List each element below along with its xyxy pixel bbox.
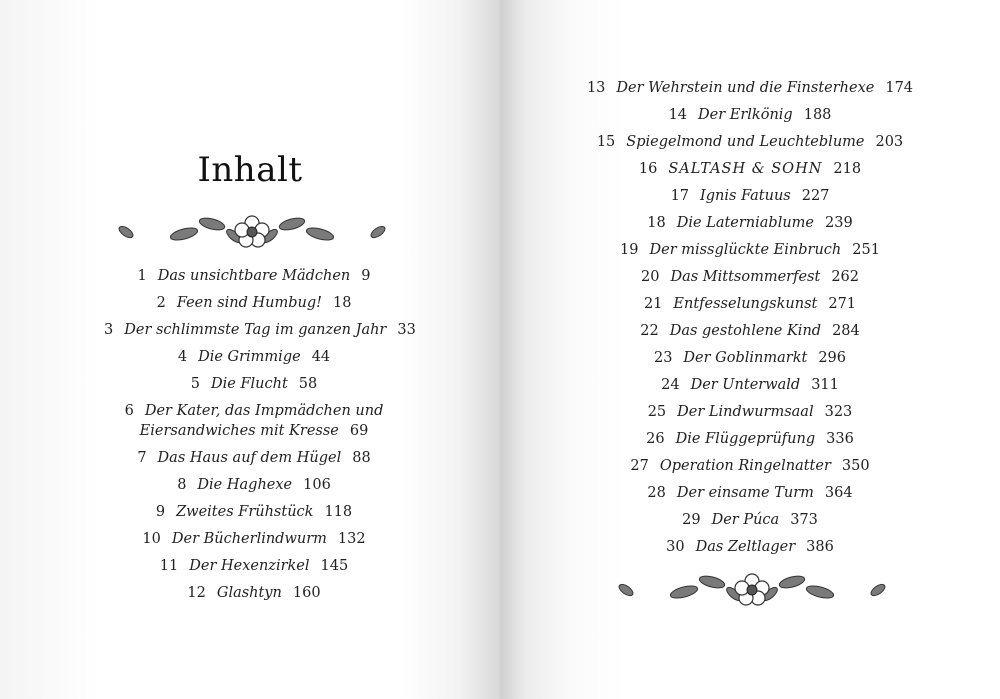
chapter-title: Der Bücherlindwurm [171, 531, 327, 547]
page-number: 9 [361, 268, 371, 284]
toc-list-right [575, 78, 925, 564]
page-number: 174 [885, 80, 914, 96]
toc-entry[interactable] [575, 105, 925, 132]
chapter-number: 16 [638, 161, 658, 177]
chapter-title-continued: Eiersandwiches mit Kresse [139, 423, 339, 439]
chapter-title: Der Lindwurmsaal [677, 404, 814, 420]
chapter-title: Das Mittsommerfest [670, 269, 821, 285]
page-number: 323 [824, 404, 853, 420]
page-number: 188 [803, 107, 832, 123]
toc-entry[interactable] [104, 448, 404, 475]
page-number: 262 [831, 269, 859, 285]
toc-entry[interactable] [575, 240, 925, 267]
chapter-number: 28 [647, 485, 666, 501]
flower-leaf-ornament-icon [612, 570, 892, 606]
chapter-number: 26 [646, 431, 665, 447]
page-number: 118 [324, 504, 353, 520]
chapter-title: Das Haus auf dem Hügel [157, 450, 342, 466]
page-number: 239 [825, 215, 853, 231]
page-number: 218 [833, 161, 862, 177]
chapter-number: 5 [190, 376, 200, 392]
chapter-title: Die Grimmige [198, 349, 301, 365]
toc-entry[interactable] [104, 556, 404, 583]
chapter-title: Glashtyn [216, 585, 282, 601]
page-number: 106 [303, 477, 331, 493]
chapter-number: 4 [177, 349, 188, 365]
toc-entry[interactable] [575, 267, 925, 294]
page-number: 33 [397, 322, 416, 338]
chapter-number: 3 [104, 322, 114, 338]
toc-entry[interactable] [575, 213, 925, 240]
chapter-title: Spiegelmond und Leuchteblume [626, 134, 865, 150]
chapter-title: Entfesselungskunst [673, 296, 818, 312]
page-number: 251 [852, 242, 880, 258]
page-number: 373 [790, 512, 818, 528]
toc-entry[interactable] [104, 401, 404, 448]
chapter-number: 18 [647, 215, 666, 231]
chapter-number: 8 [177, 477, 187, 493]
toc-entry[interactable] [104, 266, 404, 293]
page-number: 227 [801, 188, 830, 204]
chapter-number: 29 [682, 512, 701, 528]
page-number: 350 [841, 458, 870, 474]
chapter-title: Zweites Frühstück [176, 504, 314, 520]
page-number: 336 [826, 431, 854, 447]
toc-entry[interactable] [575, 321, 925, 348]
toc-entry[interactable] [575, 78, 925, 105]
chapter-title: Die Flüggeprüfung [675, 431, 816, 447]
toc-entry[interactable] [575, 132, 925, 159]
toc-entry[interactable] [575, 429, 925, 456]
chapter-title: Operation Ringelnatter [659, 458, 831, 474]
chapter-title: Das Zeltlager [695, 539, 796, 555]
chapter-number: 19 [620, 242, 639, 258]
chapter-number: 17 [670, 188, 690, 204]
toc-entry[interactable] [575, 537, 925, 564]
chapter-title: Der Hexenzirkel [189, 558, 310, 574]
chapter-title: Der Wehrstein und die Finsterhexe [616, 80, 875, 96]
toc-entry[interactable] [104, 347, 404, 374]
toc-entry[interactable] [104, 374, 404, 401]
chapter-number: 15 [596, 134, 616, 150]
page-number: 296 [818, 350, 847, 366]
toc-entry[interactable] [575, 159, 925, 186]
chapter-number: 10 [142, 531, 161, 547]
flower-leaf-ornament-icon [112, 212, 392, 248]
chapter-number: 24 [661, 377, 680, 393]
page-number: 364 [824, 485, 853, 501]
chapter-title: Der Kater, das Impmädchen und [144, 403, 384, 419]
chapter-title: SALTASH & SOHN [668, 161, 823, 177]
chapter-number: 6 [124, 403, 134, 419]
chapter-number: 27 [630, 458, 649, 474]
chapter-title: Der Erlkönig [698, 107, 793, 123]
toc-entry[interactable] [575, 186, 925, 213]
chapter-title: Ignis Fatuus [700, 188, 791, 204]
page-number: 44 [311, 349, 331, 365]
chapter-number: 21 [643, 296, 663, 312]
chapter-title: Das gestohlene Kind [669, 323, 822, 339]
toc-entry[interactable] [575, 375, 925, 402]
page-number: 271 [828, 296, 857, 312]
toc-list-left [104, 266, 416, 610]
chapter-number: 14 [668, 107, 688, 123]
chapter-title: Der schlimmste Tag im ganzen Jahr [124, 322, 387, 338]
toc-entry[interactable] [575, 483, 925, 510]
chapter-number: 9 [155, 504, 166, 520]
chapter-number: 12 [187, 585, 206, 601]
toc-entry[interactable] [104, 293, 404, 320]
page-number: 386 [806, 539, 834, 555]
page-number: 145 [320, 558, 349, 574]
page-number: 284 [832, 323, 860, 339]
toc-entry[interactable] [104, 583, 404, 610]
page-number: 203 [875, 134, 904, 150]
toc-entry[interactable] [575, 510, 925, 537]
chapter-number: 30 [666, 539, 685, 555]
chapter-title: Der einsame Turm [676, 485, 814, 501]
chapter-number: 7 [137, 450, 147, 466]
toc-entry[interactable] [104, 502, 404, 529]
toc-entry[interactable] [104, 320, 416, 347]
chapter-title: Feen sind Humbug! [176, 295, 322, 311]
chapter-title: Der Púca [711, 512, 780, 528]
chapter-number: 22 [640, 323, 659, 339]
chapter-number: 20 [641, 269, 660, 285]
page-number: 132 [337, 531, 366, 547]
toc-entry[interactable] [104, 529, 404, 556]
chapter-number: 25 [647, 404, 667, 420]
page-number: 69 [349, 423, 369, 439]
chapter-number: 23 [653, 350, 673, 366]
chapter-number: 13 [586, 80, 606, 96]
chapter-number: 2 [156, 295, 166, 311]
page-number: 18 [332, 295, 352, 311]
chapter-title: Der missglückte Einbruch [649, 242, 842, 258]
page-number: 88 [352, 450, 371, 466]
chapter-title: Der Unterwald [690, 377, 801, 393]
chapter-title: Die Flucht [211, 376, 288, 392]
chapter-title: Die Laterniablume [676, 215, 815, 231]
chapter-title: Das unsichtbare Mädchen [157, 268, 351, 284]
chapter-number: 1 [137, 268, 147, 284]
page-number: 311 [811, 377, 839, 393]
page-number: 58 [298, 376, 318, 392]
toc-entry[interactable] [575, 456, 925, 483]
toc-entry[interactable] [575, 402, 925, 429]
chapter-title: Die Haghexe [197, 477, 293, 493]
page-title: Inhalt [197, 150, 303, 190]
toc-entry[interactable] [104, 475, 404, 502]
chapter-number: 11 [159, 558, 179, 574]
chapter-title: Der Goblinmarkt [683, 350, 808, 366]
page-number: 160 [292, 585, 321, 601]
toc-entry[interactable] [575, 294, 925, 321]
toc-entry[interactable] [575, 348, 925, 375]
